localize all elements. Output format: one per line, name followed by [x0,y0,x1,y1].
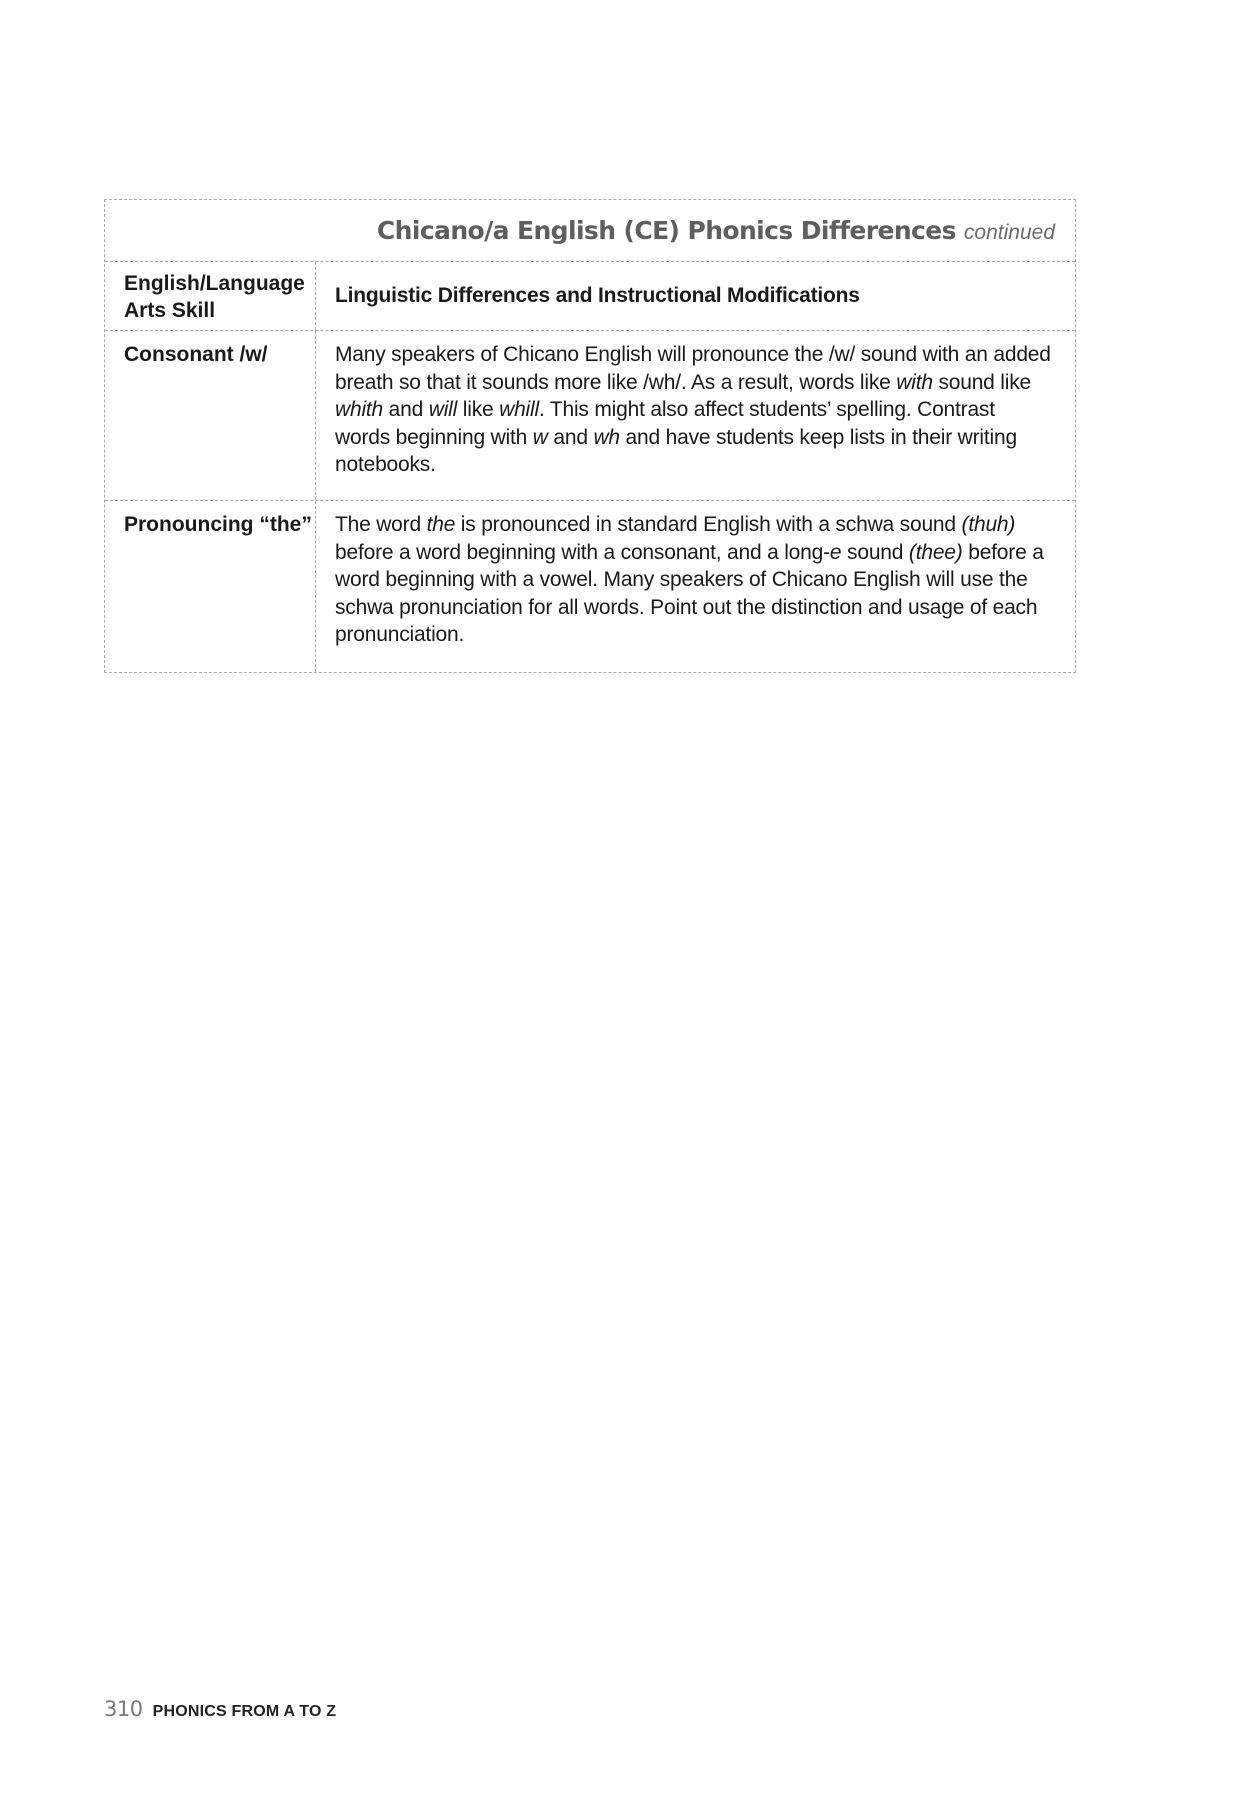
running-head: PHONICS FROM A TO Z [152,1703,337,1720]
phonics-differences-table [104,199,1076,673]
table-title-row [105,200,1075,262]
table-row [105,501,1075,672]
row-description: Many speakers of Chicano English will pronounce the /w/ sound with an added breath so that it sounds more like /wh/. As a result, words like with sound like whith and will like whill. This might also affect students’ spelling. Contrast words beginning with w and wh and have students keep lists in their writing notebooks. [335,343,1051,476]
header-skill: English/Language Arts Skill [105,262,316,330]
table-title: Chicano/a English (CE) Phonics Differences [376,216,956,245]
page-footer [104,1697,336,1721]
table-row [105,331,1075,501]
table-header-row [105,262,1075,331]
page-number: 310 [104,1697,143,1721]
row-skill: Pronouncing “the” [105,501,316,672]
header-description: Linguistic Differences and Instructional Modifications [335,284,860,308]
row-description: The word the is pronounced in standard English with a schwa sound (thuh) before a word beginning with a consonant, and a long-e sound (thee) before a word beginning with a vowel. Many speakers of Chicano English will use the schwa pronunciation for all words. Point out the distinction and usage of each pronunciation. [335,513,1044,646]
row-skill: Consonant /w/ [105,331,316,500]
table-title-continued: continued [963,220,1055,244]
